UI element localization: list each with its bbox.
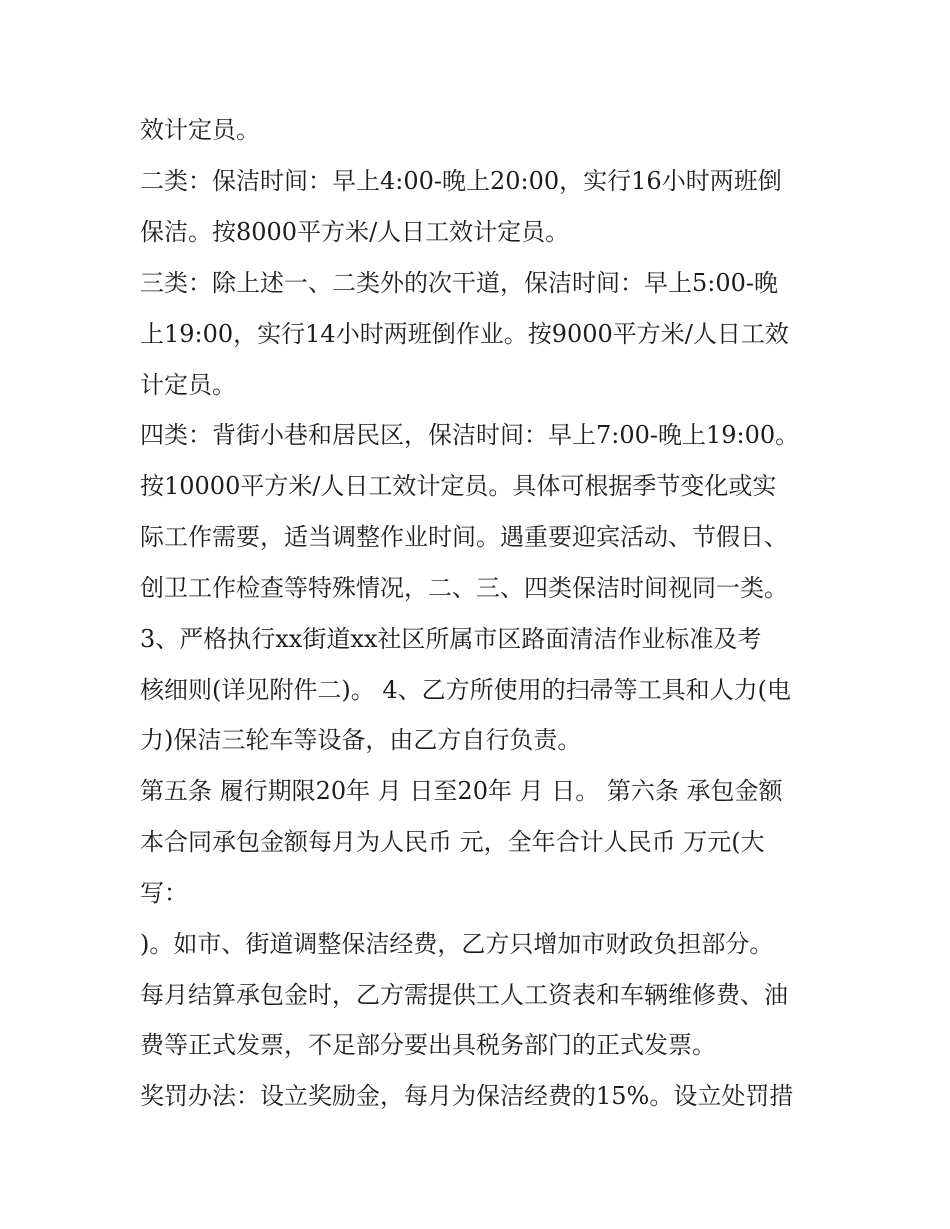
text-line-6: 计定员。 (140, 371, 236, 399)
text-line-16: 写： (140, 879, 188, 907)
text-line-18: 每月结算承包金时，乙方需提供工人工资表和车辆维修费、油 (140, 981, 788, 1009)
text-line-1: 效计定员。 (140, 116, 260, 144)
text-line-14: 第五条 履行期限20年 月 日至20年 月 日。 第六条 承包金额 (140, 777, 783, 805)
text-line-5: 上19:00，实行14小时两班倒作业。按9000平方米/人日工效 (140, 320, 789, 348)
text-line-2: 二类：保洁时间：早上4:00-晚上20:00，实行16小时两班倒 (140, 167, 782, 195)
text-line-17: )。如市、街道调整保洁经费，乙方只增加市财政负担部分。 (140, 930, 774, 958)
text-line-13: 力)保洁三轮车等设备，由乙方自行负责。 (140, 726, 582, 754)
text-line-10: 创卫工作检查等特殊情况，二、三、四类保洁时间视同一类。 (140, 574, 788, 602)
text-line-9: 际工作需要，适当调整作业时间。遇重要迎宾活动、节假日、 (140, 523, 788, 551)
text-line-4: 三类：除上述一、二类外的次干道，保洁时间：早上5:00-晚 (140, 269, 779, 297)
text-line-11: 3、严格执行xx街道xx社区所属市区路面清洁作业标准及考 (140, 625, 762, 653)
text-line-3: 保洁。按8000平方米/人日工效计定员。 (140, 218, 570, 246)
text-line-15: 本合同承包金额每月为人民币 元，全年合计人民币 万元(大 (140, 828, 765, 856)
text-line-12: 核细则(详见附件二)。 4、乙方所使用的扫帚等工具和人力(电 (140, 676, 791, 704)
text-line-19: 费等正式发票，不足部分要出具税务部门的正式发票。 (140, 1031, 716, 1059)
text-line-7: 四类：背街小巷和居民区，保洁时间：早上7:00-晚上19:00。 (140, 421, 800, 449)
text-line-20: 奖罚办法：设立奖励金，每月为保洁经费的15%。设立处罚措 (140, 1082, 794, 1110)
text-line-8: 按10000平方米/人日工效计定员。具体可根据季节变化或实 (140, 472, 777, 500)
